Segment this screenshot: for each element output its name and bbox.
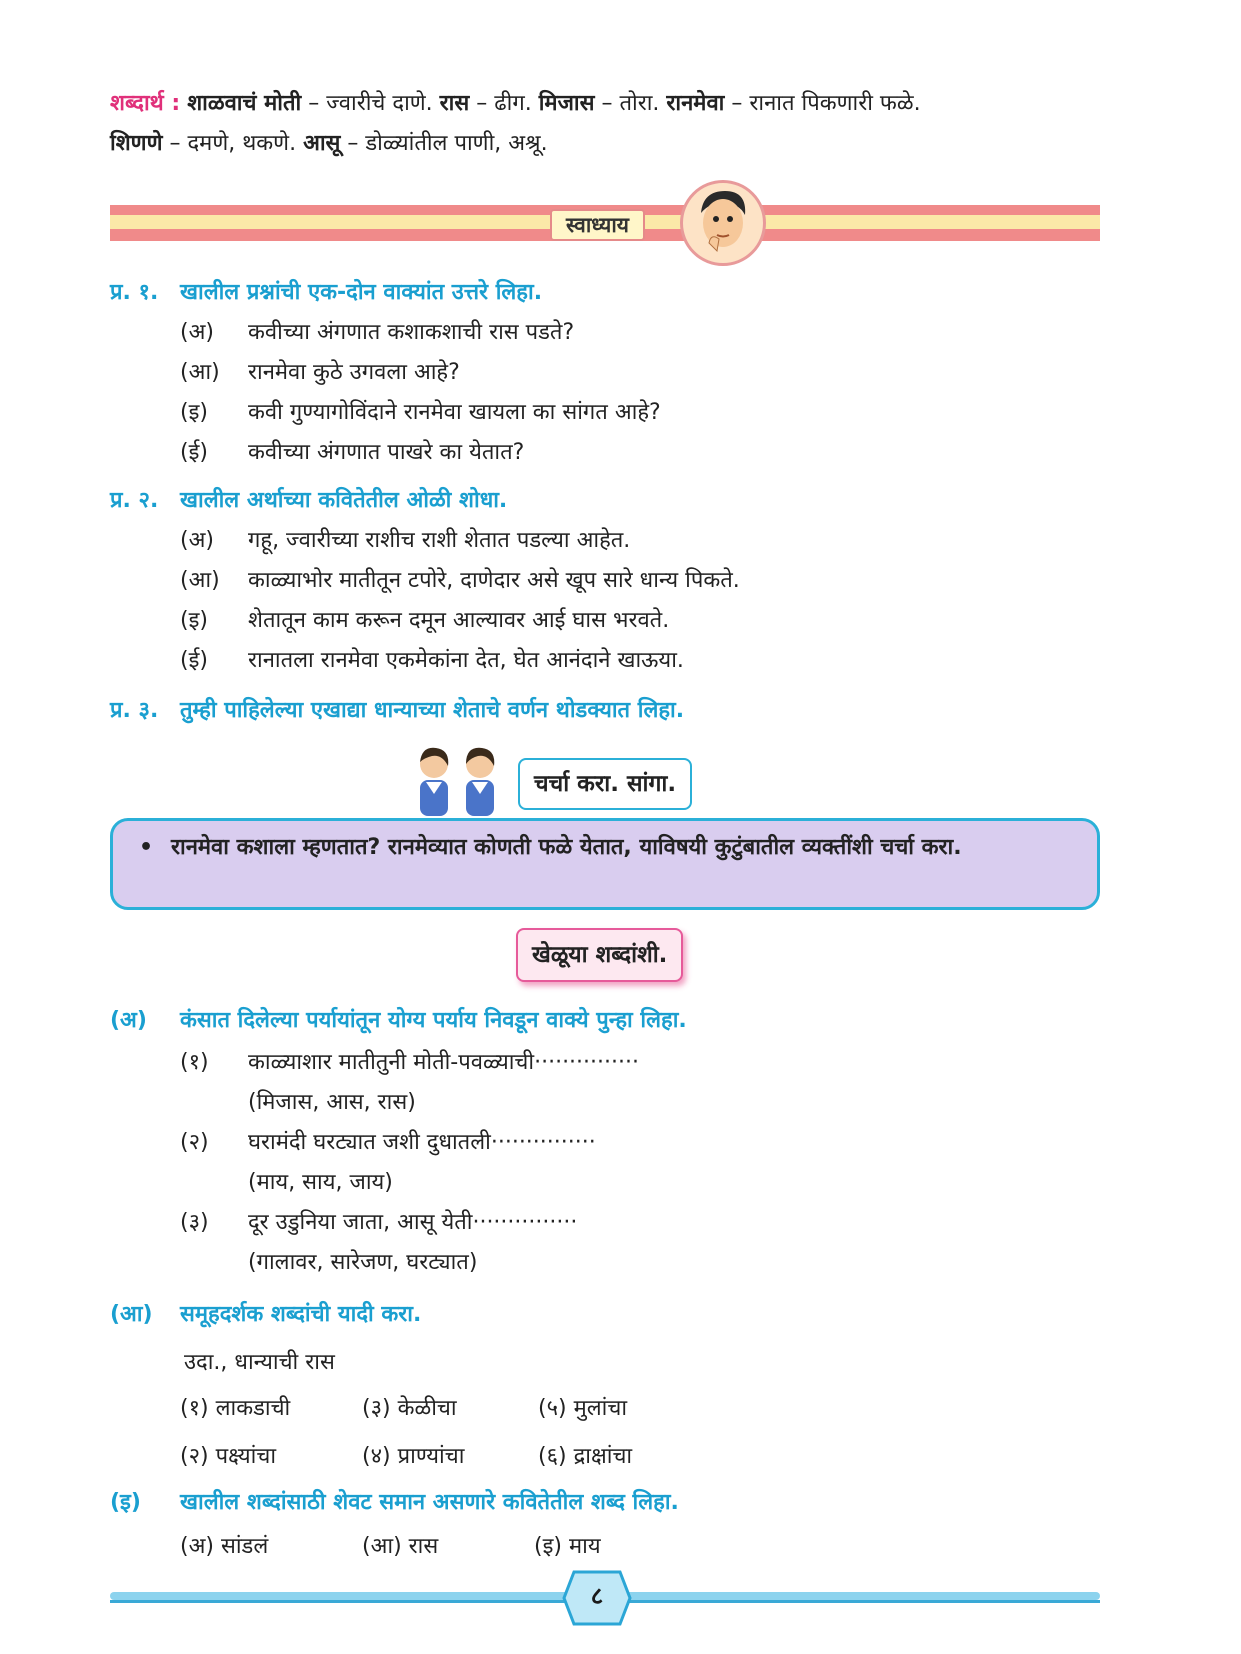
list-item [180,564,740,594]
item-text: रानातला रानमेवा एकमेकांना देत, घेत आनंदाने खाऊया. [248,648,684,673]
grid-item [362,1530,438,1560]
item-text: माय [568,1534,601,1559]
question-1-heading [110,276,542,306]
item-marker: (६) [538,1444,567,1469]
glossary-term: आसू [303,131,341,156]
item-text: द्राक्षांचा [573,1444,633,1469]
item-text: लाकडाची [215,1396,291,1421]
glossary-term: शाळवाचं मोती [187,91,302,116]
item-marker: (१) [180,1396,209,1421]
item-marker: (२) [180,1130,209,1155]
section-marker: (आ) [110,1302,153,1327]
fill-blank: ··············· [472,1210,578,1235]
question-number: प्र. १. [110,280,159,305]
options-list: (माय, साय, जाय) [248,1170,393,1195]
list-item [180,356,460,386]
item-text: केळीचा [397,1396,457,1421]
section-marker: (इ) [110,1490,141,1515]
grid-item [180,1530,268,1560]
item-marker: (आ) [362,1534,402,1559]
item-text: मुलांचा [573,1396,628,1421]
item-text: काळ्याशार मातीतुनी मोती-पवळ्याची [248,1050,535,1075]
item-marker: (इ) [534,1534,562,1559]
section-marker: (अ) [110,1008,147,1033]
page-number: ८ [590,1582,604,1610]
list-item [180,1046,639,1076]
thinking-boy-icon [680,180,766,266]
item-text: कवी गुण्यागोविंदाने रानमेवा खायला का सांगत आहे? [248,400,661,425]
question-3-heading [110,694,684,724]
exercise-banner [110,205,1100,245]
grid-item [362,1392,457,1422]
section-title: खालील शब्दांसाठी शेवट समान असणारे कवितेतील शब्द लिहा. [180,1490,679,1515]
section-aa-heading [110,1298,421,1328]
question-2-heading [110,484,507,514]
two-girls-illustration [402,742,514,818]
glossary-term: शिणणे [110,131,163,156]
glossary-term: मिजास [538,91,595,116]
list-item [180,644,684,674]
question-number: प्र. ३. [110,698,159,723]
options-list: (मिजास, आस, रास) [248,1090,416,1115]
item-marker: (ई) [180,648,208,673]
list-item [180,316,574,346]
item-text: रास [408,1534,439,1559]
question-title: तुम्ही पाहिलेल्या एखाद्या धान्याच्या शेताचे वर्णन थोडक्यात लिहा. [180,698,685,723]
item-marker: (अ) [180,1534,214,1559]
list-item [180,604,669,634]
discuss-text: रानमेवा कशाला म्हणतात? रानमेव्यात कोणती फळे येतात, याविषयी कुटुंबातील व्यक्तींशी चर्चा करा. [171,835,962,860]
glossary-meaning: – ज्वारीचे दाणे. [308,91,433,116]
options-list: (गालावर, सारेजण, घरट्यात) [248,1250,478,1275]
bullet-icon: • [139,835,154,860]
list-item [180,436,524,466]
discuss-box [110,818,1100,910]
item-text: पक्ष्यांचा [215,1444,277,1469]
glossary-meaning: – रानात पिकणारी फळे. [731,91,921,116]
item-marker: (ई) [180,440,208,465]
fill-blank: ··············· [490,1130,596,1155]
question-title: खालील अर्थाच्या कवितेतील ओळी शोधा. [180,488,508,513]
glossary-term: रास [439,91,470,116]
section-title: कंसात दिलेल्या पर्यायांतून योग्य पर्याय निवडून वाक्ये पुन्हा लिहा. [180,1008,687,1033]
two-girls-icon [402,742,514,818]
glossary-meaning: – डोळ्यांतील पाणी, अश्रू. [347,131,548,156]
section-a-heading [110,1004,687,1034]
grid-item [180,1440,276,1470]
item-text: काळ्याभोर मातीतून टपोरे, दाणेदार असे खूप सारे धान्य पिकते. [248,568,740,593]
item-marker: (इ) [180,608,208,633]
item-text: गहू, ज्वारीच्या राशीच राशी शेतात पडल्या आहेत. [248,528,631,553]
item-marker: (आ) [180,568,220,593]
item-text: शेतातून काम करून दमून आल्यावर आई घास भरवते. [248,608,670,633]
question-title: खालील प्रश्नांची एक-दोन वाक्यांत उत्तरे लिहा. [180,280,543,305]
item-marker: (अ) [180,320,214,345]
item-text: घरामंदी घरट्यात जशी दुधातली [248,1130,491,1155]
discuss-tag: चर्चा करा. सांगा. [518,758,692,810]
glossary-line-1 [110,84,1130,124]
item-marker: (१) [180,1050,209,1075]
word-play-tag: खेळूया शब्दांशी. [516,928,683,982]
glossary-meaning: – तोरा. [601,91,660,116]
item-text: प्राण्यांचा [397,1444,465,1469]
grid-item [362,1440,464,1470]
exercise-banner-label: स्वाध्याय [550,209,645,241]
list-item [180,1206,577,1236]
list-item [180,1126,596,1156]
item-text: सांडलं [220,1534,269,1559]
item-text: कवीच्या अंगणात कशाकशाची रास पडते? [248,320,575,345]
item-marker: (४) [362,1444,391,1469]
item-marker: (आ) [180,360,220,385]
item-marker: (२) [180,1444,209,1469]
item-marker: (३) [362,1396,391,1421]
glossary-meaning: – दमणे, थकणे. [169,131,297,156]
item-marker: (५) [538,1396,567,1421]
grid-item [180,1392,290,1422]
thinking-boy-illustration [683,183,763,263]
glossary-line-2 [110,124,1130,164]
item-text: कवीच्या अंगणात पाखरे का येतात? [248,440,525,465]
section-title: समूहदर्शक शब्दांची यादी करा. [180,1302,422,1327]
item-marker: (अ) [180,528,214,553]
question-number: प्र. २. [110,488,159,513]
item-text: रानमेवा कुठे उगवला आहे? [248,360,460,385]
item-marker: (३) [180,1210,209,1235]
grid-item [534,1530,601,1560]
list-item [180,524,630,554]
glossary-heading: शब्दार्थ : [110,91,181,116]
fill-blank: ··············· [534,1050,639,1075]
example-text: उदा., धान्याची रास [184,1350,335,1375]
glossary-meaning: – ढीग. [476,91,532,116]
glossary-term: रानमेवा [666,91,725,116]
item-text: दूर उडुनिया जाता, आसू येती [248,1210,473,1235]
section-i-heading [110,1486,679,1516]
list-item [180,396,661,426]
item-marker: (इ) [180,400,208,425]
grid-item [538,1392,627,1422]
grid-item [538,1440,632,1470]
